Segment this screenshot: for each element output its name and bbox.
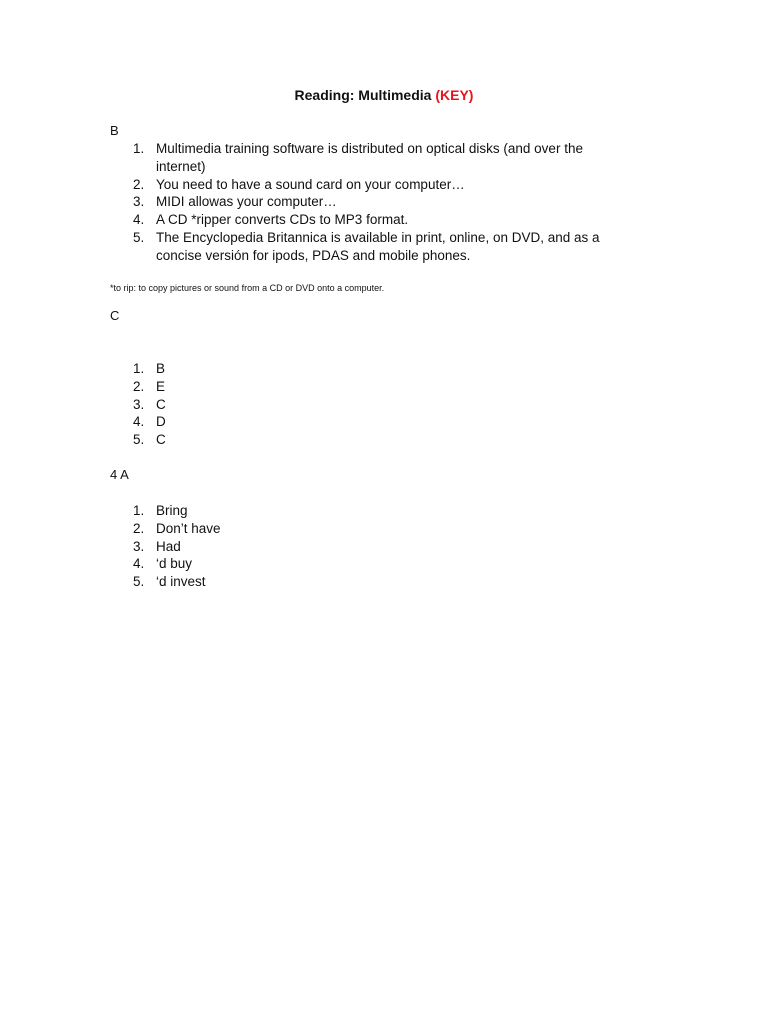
list-item-number: 4. [133,212,145,228]
list-item-text: MIDI allowas your computer… [156,194,337,210]
section-b-label: B [110,123,119,138]
section-4a-list [110,502,630,591]
list-item [110,431,630,449]
list-item [110,229,630,265]
list-item-text: ‘d invest [156,574,206,590]
list-item [110,193,630,211]
section-b-list [110,140,630,265]
list-item [110,573,630,591]
footnote: *to rip: to copy pictures or sound from a CD or DVD onto a computer. [110,283,385,293]
list-item-number: 4. [133,414,145,430]
title-text: Reading: Multimedia [294,87,432,103]
list-item-number: 5. [133,229,145,245]
list-item-number: 2. [133,176,145,192]
list-item-number: 5. [133,432,145,448]
list-item [110,520,630,538]
list-item-number: 5. [133,574,145,590]
list-item [110,378,630,396]
list-item-text: You need to have a sound card on your computer… [156,176,465,192]
list-item-text: Had [156,538,181,554]
list-item-text: C [156,396,166,412]
list-item [110,211,630,229]
list-item-number: 3. [133,538,145,554]
list-item-number: 4. [133,556,145,572]
list-item-text: D [156,414,166,430]
list-item [110,413,630,431]
list-item-text: C [156,432,166,448]
list-item [110,176,630,194]
list-item-number: 2. [133,520,145,536]
list-item-number: 3. [133,396,145,412]
list-item-number: 1. [133,361,145,376]
section-4a-label: 4 A [110,467,129,482]
list-item-text: The Encyclopedia Britannica is available in print, online, on DVD, and as a concise versión for ipods, PDAS and mobile phones. [156,229,600,263]
list-item [110,538,630,556]
section-c-list [110,360,630,449]
section-c-label: C [110,308,120,323]
list-item-text: E [156,378,166,394]
list-item [110,502,630,520]
page-title [0,86,768,104]
list-item-number: 2. [133,378,145,394]
title-key-label: (KEY) [435,87,474,103]
list-item-text: Bring [156,503,188,518]
list-item [110,360,630,378]
list-item [110,140,630,176]
list-item-text: A CD *ripper converts CDs to MP3 format. [156,212,409,228]
list-item-text: Don’t have [156,520,221,536]
list-item-number: 1. [133,503,145,518]
list-item-number: 3. [133,194,145,210]
list-item-text: ‘d buy [156,556,193,572]
list-item-text: B [156,361,166,376]
list-item-text: Multimedia training software is distributed on optical disks (and over the internet) [156,141,583,174]
list-item [110,555,630,573]
list-item-number: 1. [133,141,145,156]
list-item [110,396,630,414]
